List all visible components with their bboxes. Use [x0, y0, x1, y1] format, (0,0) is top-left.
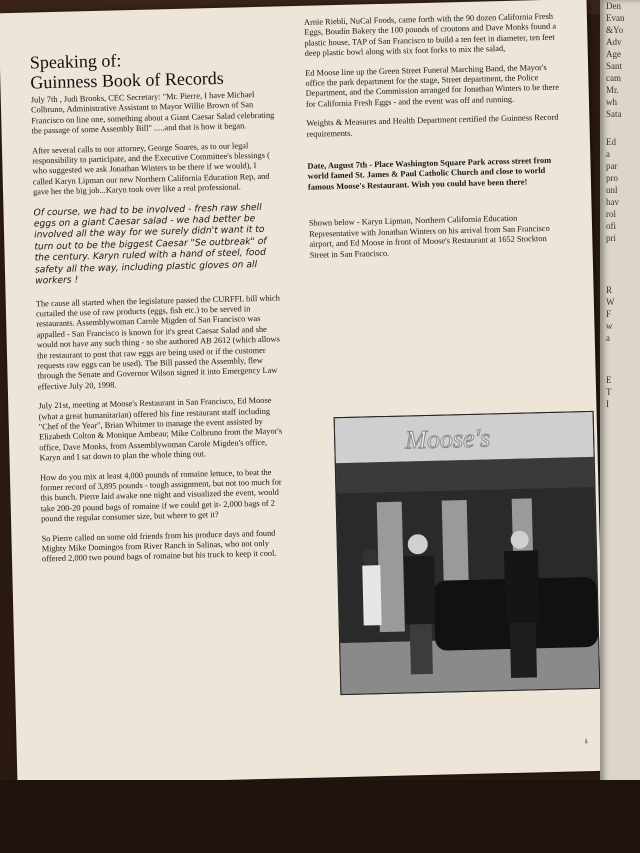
- adjacent-text: a: [606, 333, 610, 343]
- adjacent-text: Evan: [606, 13, 625, 23]
- person-moose-body: [504, 550, 540, 623]
- adjacent-text: I: [606, 399, 609, 409]
- paragraph-meeting: July 21st, meeting at Moose's Restaurant in San Francisco, Ed Moose (what a great humanitarian) offered his fine restaurant staff including "Chef of the Year", Brian Whitmer to manage the event assisted by Elizabeth Colton & Monique Ambeau; Mike Colbruno from the Mayor's office, Dave Monks, from Assemblywoman Carole Migden's office, Karyn and I sat down to plan the whole thing out.: [38, 395, 283, 463]
- paragraph-food-safety: Of course, we had to be involved - fresh raw shell eggs on a giant Caesar salad - we had better be involved all the way for we surely didn't want it to turn out to be the biggest Caesar "Se outbreak" of the century. Karyn ruled with a hand of steel, food safety all the way, including plastic gloves on all workers !: [33, 201, 267, 287]
- adjacent-text: cam: [606, 73, 621, 83]
- adjacent-text: W: [606, 297, 615, 307]
- photo-illustration: [335, 412, 600, 694]
- paragraph-band: Ed Moose line up the Green Street Funeral Marching Band, the Mayor's office the park department for the stage, Street department, the Police Department, and the Commission arranged for Jonathan Winters to be there for California Fresh Eggs - and the event was off and running.: [305, 62, 559, 109]
- adjacent-text: pri: [606, 233, 616, 243]
- paragraph-produce: So Pierre called on some old friends from his produce days and found Mighty Mike Domingos from River Ranch in Salinas, who not only offered 2,000 two pound bags of romaine but his truck to keep it cool.: [41, 528, 277, 564]
- adjacent-text: Sant: [606, 61, 623, 71]
- paragraph-attorney: After several calls to our attorney, George Soares, as to our legal responsibility to participate, and the Executive Committee's blessings ( who suggested we ask Jonathan Winters to be there if we would), I called Karyn Lipman our new Northern California Education Rep, and gave her the big job...Karyn took over like a real professional.: [31, 140, 270, 197]
- adjacent-text: Mr.: [606, 85, 619, 95]
- event-photo: [334, 411, 601, 695]
- title-line-1: Speaking of:: [29, 50, 122, 73]
- right-column: [304, 12, 568, 270]
- article-title: [30, 47, 276, 93]
- adjacent-text: Sata: [606, 109, 622, 119]
- adjacent-text: a: [606, 149, 610, 159]
- facade-band: [336, 457, 595, 493]
- adjacent-text: wh: [606, 97, 617, 107]
- person-moose-legs: [510, 622, 537, 678]
- paragraph-suppliers: Arnie Riebli, NuCal Foods, came forth with the 90 dozen California Fresh Eggs, Boudin Bakery the 100 pounds of croutons and Dave Monks found a plastic house, TAP of San Francisco to build a ten feet in diameter, ten feet deep plastic bowl along with six foot forks to mix the salad,: [303, 11, 557, 59]
- adjacent-text: T: [606, 387, 612, 397]
- person-winters-legs: [410, 624, 433, 675]
- paragraph-legislation: The cause all started when the legislature passed the CURFFL bill which curtailed the use of raw products (eggs, fish etc.) to be served in restaurants. Assemblywoman Carole Migden of San Francisco was appalled - San Francisco is known for it's great Caesar Salad and she would not have any such thing - so she authored AB 2612 (which allows the restaurant to post that raw eggs are being used or if the customer requests raw eggs can be used). The Bill passed the Assembly, flew through the Senate and Governor Wilson signed it into Emergency Law effective July 20, 1998.: [35, 293, 280, 392]
- person-woman-body: [362, 565, 381, 625]
- left-column: [30, 47, 288, 575]
- adjacent-text: pro: [606, 173, 618, 183]
- adjacent-text: Ed: [606, 137, 616, 147]
- adjacent-text: &Yo: [606, 25, 624, 35]
- adjacent-text: par: [606, 161, 618, 171]
- paragraph-certification: Weights & Measures and Health Department certified the Guinness Record requirements.: [306, 112, 559, 139]
- adjacent-text: E: [606, 375, 612, 385]
- adjacent-text: ofi: [606, 221, 616, 231]
- adjacent-text: F: [606, 309, 612, 319]
- adjacent-text: Adv: [606, 37, 622, 47]
- adjacent-text: hav: [606, 197, 619, 207]
- adjacent-text: R: [606, 285, 613, 295]
- adjacent-text: rol: [606, 209, 616, 219]
- paragraph-romaine: How do you mix at least 4,000 pounds of romaine lettuce, to beat the former record of 3,895 pounds - tough assignment, but not too much for this bunch. Pierre laid awake one night and visualized the event, would take 200-20 pound bags of romaine if we could get it- 2,000 bags of 2 pound the regular consumer size, but where to get it?: [39, 467, 282, 524]
- paragraph-date-place: Date, August 7th - Place Washington Square Park across street from world famed St. James & Paul Catholic Church and close to world famous Moose's Restaurant. Wish you could have been there!: [307, 155, 552, 192]
- photo-caption: Shown below - Karyn Lipman, Northern California Education Representative with Jonathan Winters on his arrival from San Francisco airport, and Ed Moose in front of Moose's Restaurant at 1652 Stockton Street in San Francisco.: [308, 213, 550, 260]
- person-winters-body: [404, 556, 436, 625]
- title-line-2: Guinness Book of Records: [30, 67, 225, 93]
- adjacent-page: [600, 0, 640, 785]
- adjacent-text: Age: [606, 49, 621, 59]
- restaurant-sign: Moose's: [404, 423, 491, 455]
- adjacent-text: w: [606, 321, 613, 331]
- table-surface: [0, 780, 640, 853]
- page-mark: ä: [584, 737, 588, 746]
- adjacent-text: unl: [606, 185, 618, 195]
- paragraph-intro: July 7th , Judi Brooks, CEC Secretary: "Mr. Pierre, I have Michael Colbruno, Administrative Assistant to Mayor Willie Brown of San Francisco on line one, something about a Giant Caesar Salad celebrating the passage of some Assembly Bill" .....and that is how it began.: [30, 90, 275, 136]
- adjacent-text: Den: [606, 1, 621, 11]
